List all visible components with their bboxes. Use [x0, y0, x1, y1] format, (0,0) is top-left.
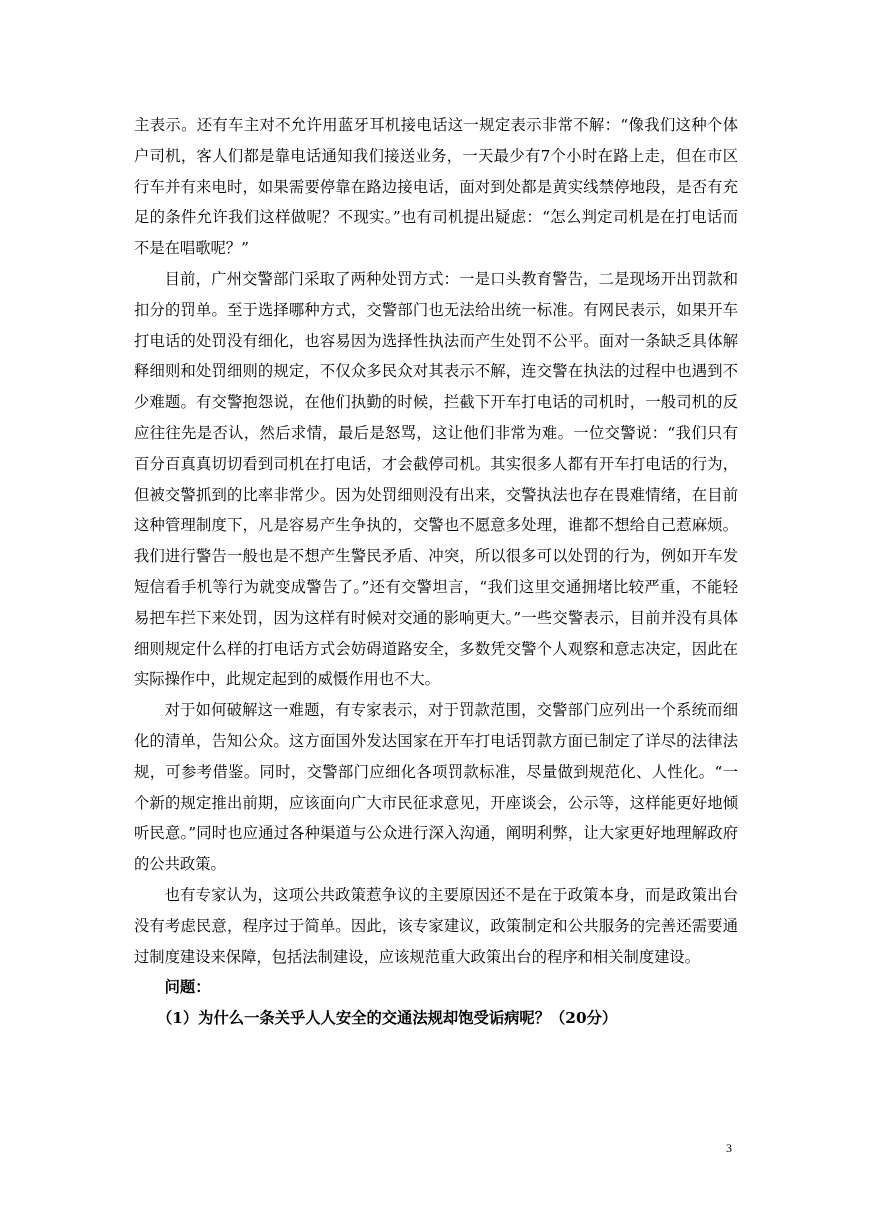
paragraph-continuation: 主表示。还有车主对不允许用蓝牙耳机接电话这一规定表示非常不解：“像我们这种个体户司机，客人们都是靠电话通知我们接送业务，一天最少有7个小时在路上走，但在市区行车并有来电时，如果需要停靠在路边接电话，面对到处都是黄实线禁停地段，是否有充足的条件允许我们这样做呢？不现实。”也有司机提出疑虑：“怎么判定司机是在打电话而不是在唱歌呢？”	[134, 116, 738, 258]
document-body	[134, 110, 738, 1034]
page-number: 3	[726, 1141, 732, 1155]
paragraph-expert-opinion: 也有专家认为，这项公共政策惹争议的主要原因还不是在于政策本身，而是政策出台没有考虑民意，程序过于简单。因此，该专家建议，政策制定和公共服务的完善还需要通过制度建设来保障，包括法制建设，应该规范重大政策出台的程序和相关制度建设。	[134, 885, 738, 966]
paragraph-expert-solution: 对于如何破解这一难题，有专家表示，对于罚款范围，交警部门应列出一个系统而细化的清单，告知公众。这方面国外发达国家在开车打电话罚款方面已制定了详尽的法律法规，可参考借鉴。同时，交警部门应细化各项罚款标准，尽量做到规范化、人性化。“一个新的规定推出前期，应该面向广大市民征求意见，开座谈会，公示等，这样能更好地倾听民意。”同时也应通过各种渠道与公众进行深入沟通，阐明利弊，让大家更好地理解政府的公共政策。	[134, 701, 738, 874]
question-label: 问题：	[164, 978, 211, 997]
question-1: （1）为什么一条关乎人人安全的交通法规却饱受诟病呢？（20分）	[156, 1009, 618, 1028]
paragraph-guangzhou-enforcement: 目前，广州交警部门采取了两种处罚方式：一是口头教育警告，二是现场开出罚款和扣分的罚单。至于选择哪种方式，交警部门也无法给出统一标准。有网民表示，如果开车打电话的处罚没有细化，也容易因为选择性执法而产生处罚不公平。面对一条缺乏具体解释细则和处罚细则的规定，不仅众多民众对其表示不解，连交警在执法的过程中也遇到不少难题。有交警抱怨说，在他们执勤的时候，拦截下开车打电话的司机时，一般司机的反应往往先是否认，然后求情，最后是怒骂，这让他们非常为难。一位交警说：“我们只有百分百真真切切看到司机在打电话，才会截停司机。其实很多人都有开车打电话的行为，但被交警抓到的比率非常少。因为处罚细则没有出来，交警执法也存在畏难情绪，在目前这种管理制度下，凡是容易产生争执的，交警也不愿意多处理，谁都不想给自己惹麻烦。我们进行警告一般也是不想产生警民矛盾、冲突，所以很多可以处罚的行为，例如开车发短信看手机等行为就变成警告了。”还有交警坦言，“我们这里交通拥堵比较严重，不能轻易把车拦下来处罚，因为这样有时候对交通的影响更大。”一些交警表示，目前并没有具体细则规定什么样的打电话方式会妨碍道路安全，多数凭交警个人观察和意志决定，因此在实际操作中，此规定起到的威慑作用也不大。	[134, 269, 738, 689]
